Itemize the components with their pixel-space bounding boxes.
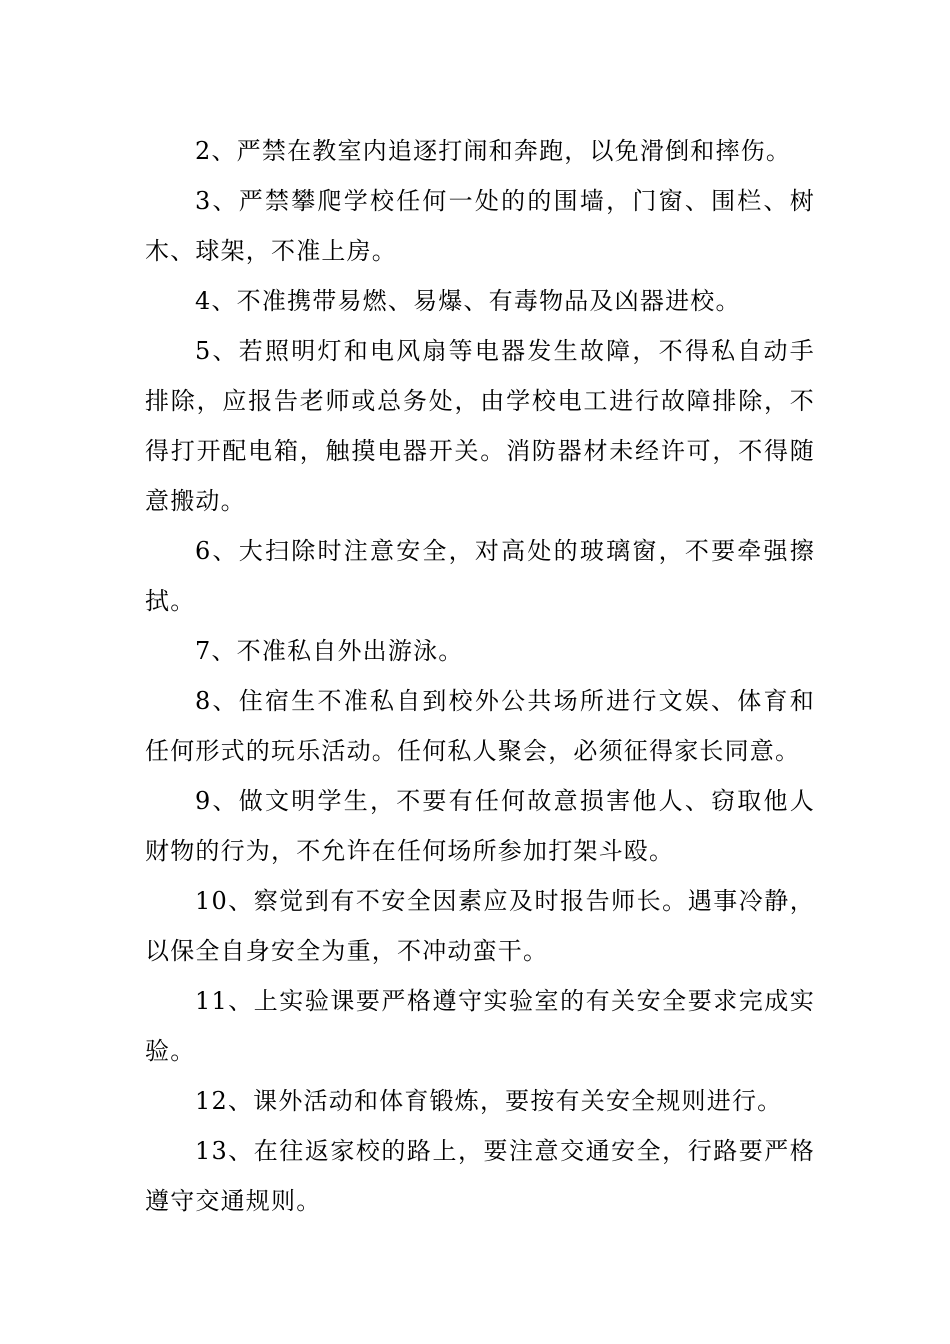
paragraph-rule-3: 3、严禁攀爬学校任何一处的的围墙，门窗、围栏、树木、球架，不准上房。 [145,187,815,265]
paragraph-rule-2: 2、严禁在教室内追逐打闹和奔跑，以免滑倒和摔伤。 [195,137,792,165]
paragraph-rule-7: 7、不准私自外出游泳。 [195,637,464,665]
paragraph-rule-4: 4、不准携带易燃、易爆、有毒物品及凶器进校。 [195,287,741,315]
paragraph-rule-12: 12、课外活动和体育锻炼，要按有关安全规则进行。 [195,1087,783,1115]
document-body [145,126,815,1226]
paragraph-rule-6: 6、大扫除时注意安全，对高处的玻璃窗，不要牵强擦拭。 [145,537,815,615]
paragraph-rule-11: 11、上实验课要严格遵守实验室的有关安全要求完成实验。 [145,987,815,1065]
paragraph-rule-9: 9、做文明学生，不要有任何故意损害他人、窃取他人财物的行为，不允许在任何场所参加打架斗殴。 [145,787,815,865]
paragraph-rule-8: 8、住宿生不准私自到校外公共场所进行文娱、体育和任何形式的玩乐活动。任何私人聚会，必须征得家长同意。 [145,687,815,765]
paragraph-rule-13: 13、在往返家校的路上，要注意交通安全，行路要严格遵守交通规则。 [145,1137,815,1215]
paragraph-rule-10: 10、察觉到有不安全因素应及时报告师长。遇事冷静，以保全自身安全为重，不冲动蛮干。 [145,887,815,965]
paragraph-rule-5: 5、若照明灯和电风扇等电器发生故障，不得私自动手排除，应报告老师或总务处，由学校电工进行故障排除，不得打开配电箱，触摸电器开关。消防器材未经许可，不得随意搬动。 [145,337,815,515]
